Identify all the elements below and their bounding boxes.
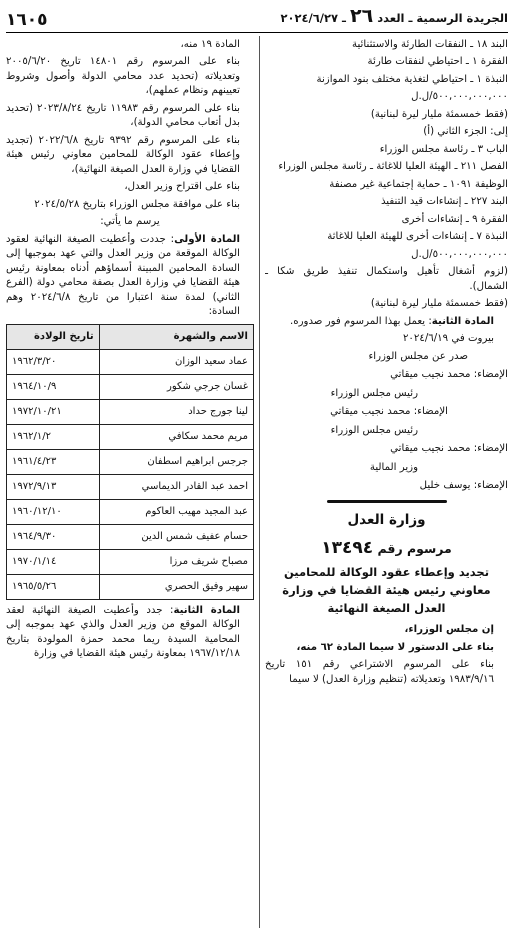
signature-line: الإمضاء: محمد نجيب ميقاتي	[330, 406, 448, 418]
budget-line: الباب ٣ ـ رئاسة مجلس الوزراء	[379, 143, 508, 155]
table-row	[7, 574, 254, 599]
budget-line: النبذة ١ ـ احتياطي لتغذية مختلف بنود الموازنة	[316, 73, 508, 85]
decree-number: مرسوم رقم ١٣٤٩٤	[321, 537, 452, 558]
lawyer-name: احمد عبد القادر الديماسي	[99, 474, 253, 499]
column-header-birthdate: تاريخ الولادة	[7, 324, 100, 349]
lawyer-name: عبد المجيد مهيب العاكوم	[99, 499, 253, 524]
budget-line: البند ٢٢٧ ـ إنشاءات قيد التنفيذ	[380, 196, 508, 208]
budget-line: الفقرة ١ ـ احتياطي لنفقات طارئة	[367, 56, 508, 68]
council-intro: إن مجلس الوزراء،	[404, 624, 494, 636]
legal-basis: بناء على موافقة مجلس الوزراء بتاريخ ٢٠٢٤/٥/٢٨	[34, 198, 240, 210]
table-row	[7, 399, 254, 424]
signature-line: الإمضاء: محمد نجيب ميقاتي	[390, 369, 508, 381]
birth-date: ١٩٦٠/١٢/١٠	[7, 499, 100, 524]
budget-line: النبذة ٧ ـ إنشاءات أخرى للهيئة العليا للاغاثة	[327, 231, 508, 243]
gazette-title: الجريدة الرسمية ـ العدد ٢٦ ـ ٢٠٢٤/٦/٢٧	[280, 5, 508, 28]
table-row	[7, 349, 254, 374]
decree-title: تجديد وإعطاء عقود الوكالة للمحامين معاوني رئيس هيئة القضايا في وزارة العدل الصيغة النهائية	[282, 564, 491, 615]
lawyer-name: مريم محمد سكافي	[99, 424, 253, 449]
legal-basis: بناء على المرسوم رقم ١٤٨٠١ تاريخ ٢٠٠٥/٦/٢٠ وتعديلاته (تحديد عدد محامي الدولة وأصول وشروط تعيينهم ونظام عملهم)،	[6, 56, 240, 97]
article-1: المادة الأولى: جددت وأعطيت الصيغة النهائية لعقود الوكالة الموقعة من وزير العدل والتي عهد بموجبها إلى السادة المحامين المبينة أسماؤهم أدناه بمعاونة رئيس هيئة القضايا في وزارة العدل بصفة محامي دولة (الفرع الثاني) لمدة سنة اعتبارا من تاريخ ٢٠٢٤/٦/٨ وهم السادة:	[6, 233, 240, 318]
lawyer-name: حسام عفيف شمس الدين	[99, 524, 253, 549]
budget-line: الوظيفة ١٠٩١ ـ حماية إجتماعية غير مصنفة	[329, 178, 508, 190]
birth-date: ١٩٦٤/١٠/٩	[7, 374, 100, 399]
birth-date: ١٩٧٢/٩/١٣	[7, 474, 100, 499]
lawyer-name: عماد سعيد الوزان	[99, 349, 253, 374]
ministry-heading: وزارة العدل	[347, 511, 426, 528]
budget-amount: ٥٠٠,٠٠٠,٠٠٠,٠٠٠/ل.ل	[411, 248, 508, 260]
budget-purpose: (لزوم أشغال تأهيل واستكمال تنفيذ طريق شكا ـ الشمال).	[265, 266, 508, 292]
lawyer-name: غسان جرجي شكور	[99, 374, 253, 399]
lawyers-table	[6, 324, 254, 600]
birth-date: ١٩٦٥/٥/٢٦	[7, 574, 100, 599]
table-header-row	[7, 324, 254, 349]
budget-line: الفصل ٢١١ ـ الهيئة العليا للاغاثة ـ رئاسة مجلس الوزراء	[278, 161, 508, 173]
left-column	[6, 38, 254, 930]
place-date: بيروت في ٢٠٢٤/٦/١٩	[402, 333, 494, 345]
article-2-decree: المادة الثانية: جدد وأعطيت الصيغة النهائية لعقد الوكالة الموقع من وزير العدل والذي عهد بموجبه إلى المحامية السيدة ريما محمد حمزة المولودة بتاريخ ١٩٦٧/١٢/١٨ بمعاونة رئيس هيئة القضايا في وزارة	[6, 604, 240, 660]
lawyer-name: جرجس ابراهيم اسطفان	[99, 449, 253, 474]
birth-date: ١٩٦١/٤/٢٣	[7, 449, 100, 474]
signature-title: رئيس مجلس الوزراء	[330, 424, 418, 436]
signature-title: رئيس مجلس الوزراء	[330, 387, 418, 399]
signature-line: الإمضاء: يوسف خليل	[419, 480, 508, 492]
table-row	[7, 374, 254, 399]
legal-basis: المادة ١٩ منه،	[180, 39, 240, 50]
signature-issuer: صدر عن مجلس الوزراء	[368, 350, 468, 362]
birth-date: ١٩٦٤/٩/٣٠	[7, 524, 100, 549]
budget-amount-words: (فقط خمسمئة مليار ليرة لبنانية)	[370, 298, 508, 310]
table-row	[7, 499, 254, 524]
lawyer-name: لينا جورج حداد	[99, 399, 253, 424]
column-divider	[259, 36, 260, 928]
birth-date: ١٩٧٢/١٠/٢١	[7, 399, 100, 424]
birth-date: ١٩٦٢/١/٢	[7, 424, 100, 449]
table-row	[7, 474, 254, 499]
legal-basis: بناء على المرسوم رقم ٩٣٩٢ تاريخ ٢٠٢٢/٦/٨ (تجديد وإعطاء عقود الوكالة للمحامين معاوني رئيس هيئة القضايا في وزارة العدل الصيغة النهائية)،	[6, 134, 241, 175]
page-number: ١٦٠٥	[6, 9, 48, 30]
decrees-statement: يرسم ما يأتي:	[100, 216, 160, 228]
budget-amount: ٥٠٠,٠٠٠,٠٠٠,٠٠٠/ل.ل	[411, 91, 508, 103]
signature-line: الإمضاء: محمد نجيب ميقاتي	[390, 443, 508, 455]
birth-date: ١٩٧٠/١/١٤	[7, 549, 100, 574]
table-row	[7, 449, 254, 474]
article-2: المادة الثانية: يعمل بهذا المرسوم فور صدوره.	[290, 315, 494, 327]
lawyer-name: سهير وفيق الحصري	[99, 574, 253, 599]
budget-line: البند ١٨ ـ النفقات الطارئة والاستثنائية	[352, 39, 508, 50]
lawyer-name: مصباح شريف مرزا	[99, 549, 253, 574]
legal-basis: بناء على المرسوم الاشتراعي رقم ١٥١ تاريخ ١٩٨٣/٩/١٦ وتعديلاته (تنظيم وزارة العدل) لا سيما	[265, 659, 494, 685]
page-header	[6, 6, 508, 33]
table-row	[7, 424, 254, 449]
budget-line: إلى: الجزء الثاني (أ)	[423, 126, 508, 138]
signature-title: وزير المالية	[369, 461, 418, 473]
table-row	[7, 549, 254, 574]
budget-amount-words: (فقط خمسمئة مليار ليرة لبنانية)	[370, 108, 508, 120]
table-row	[7, 524, 254, 549]
section-separator	[327, 500, 447, 503]
legal-basis: بناء على الدستور لا سيما المادة ٦٢ منه،	[296, 641, 494, 653]
birth-date: ١٩٦٢/٣/٢٠	[7, 349, 100, 374]
issue-date: ـ ٢٠٢٤/٦/٢٧	[280, 11, 346, 26]
legal-basis: بناء على المرسوم رقم ١١٩٨٣ تاريخ ٢٠٢٣/٨/٢٤ (تحديد بدل أتعاب محامي الدولة)،	[6, 102, 241, 129]
legal-basis: بناء على اقتراح وزير العدل،	[124, 181, 240, 193]
budget-line: الفقرة ٩ ـ إنشاءات أخرى	[401, 213, 508, 225]
right-column	[265, 38, 508, 930]
issue-number: ٢٦	[349, 5, 374, 28]
column-header-name: الاسم والشهرة	[99, 324, 253, 349]
